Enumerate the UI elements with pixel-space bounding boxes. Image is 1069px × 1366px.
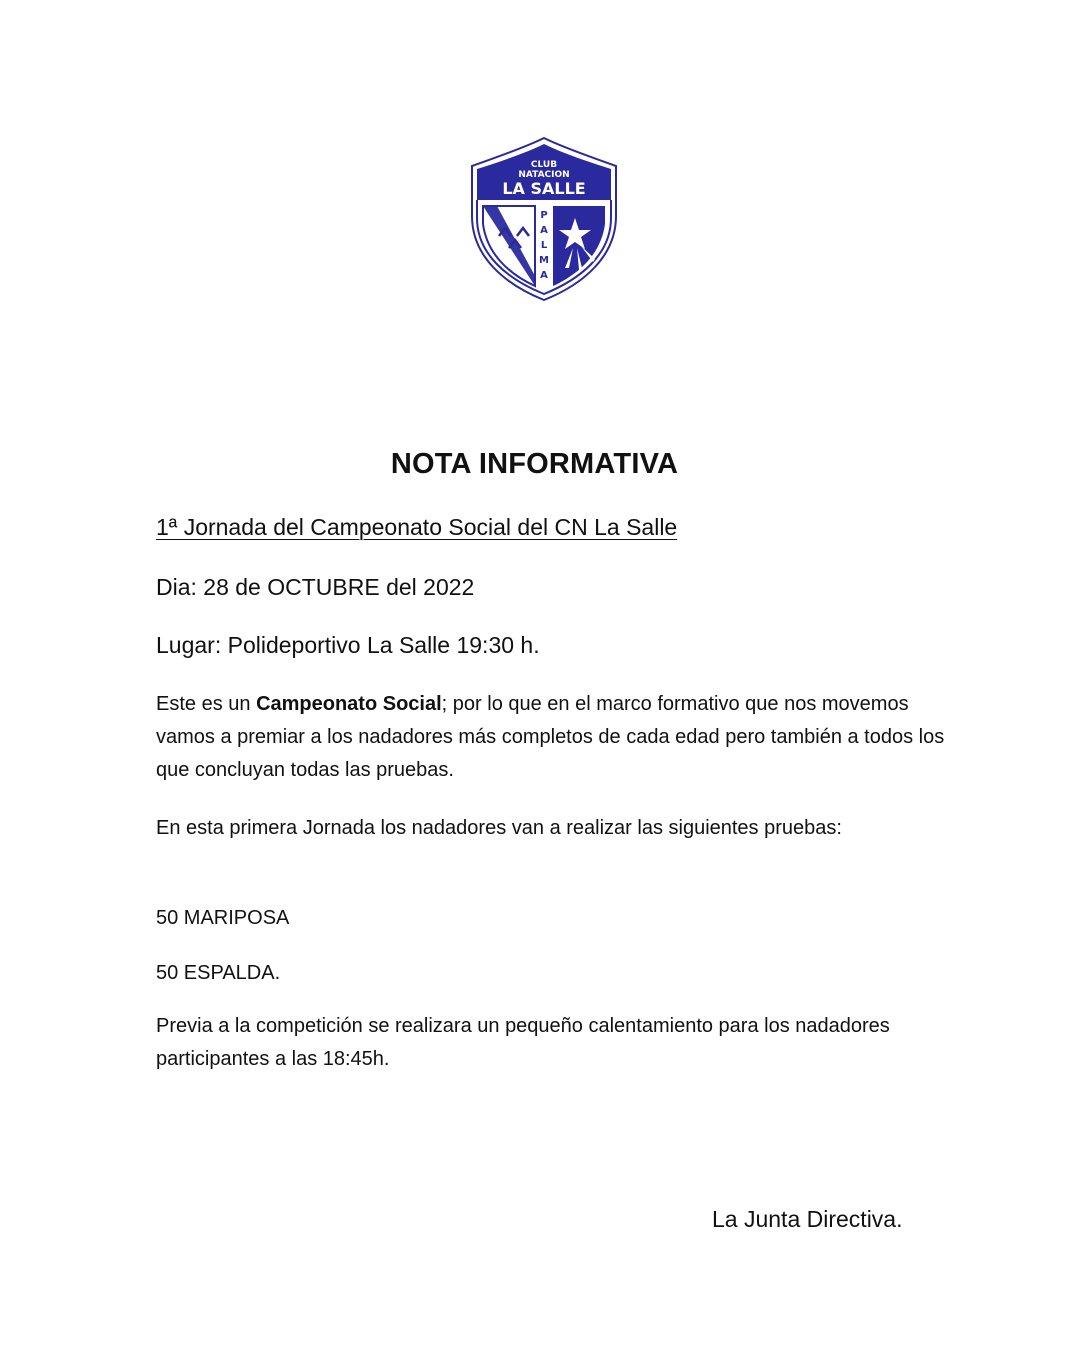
logo-text-natacion: NATACION [518,170,570,180]
date-line: Dia: 28 de OCTUBRE del 2022 [156,574,475,600]
logo-text-la-salle: LA SALLE [502,179,586,198]
warmup-paragraph: Previa a la competición se realizara un pequeño calentamiento para los nadadores participantes a las 18:45h. [156,1015,890,1070]
club-logo [469,136,619,302]
logo-letter: A [540,270,548,281]
signature: La Junta Directiva. [712,1206,903,1232]
place-line: Lugar: Polideportivo La Salle 19:30 h. [156,632,540,658]
shield-logo-icon [469,136,619,302]
logo-letter: P [540,210,548,221]
event-item: 50 ESPALDA. [156,962,281,984]
document-title: NOTA INFORMATIVA [390,448,679,480]
intro-suffix: ; por lo que en el marco formativo que nos movemos vamos a premiar a los nadadores más completos de cada edad pero también a todos los que concluyan todas las pruebas. [156,693,945,781]
logo-letter: L [540,240,548,251]
event-subtitle: 1ª Jornada del Campeonato Social del CN La Salle [156,514,678,540]
intro-paragraph [156,688,946,787]
event-item: 50 MARIPOSA [156,907,290,929]
logo-text-club: CLUB [530,160,558,170]
intro-prefix: Este es un [156,693,257,715]
events-intro-paragraph: En esta primera Jornada los nadadores van a realizar las siguientes pruebas: [156,817,842,839]
logo-letter: M [539,255,549,266]
logo-letter: A [540,225,548,236]
intro-bold-term: Campeonato Social [256,693,442,715]
